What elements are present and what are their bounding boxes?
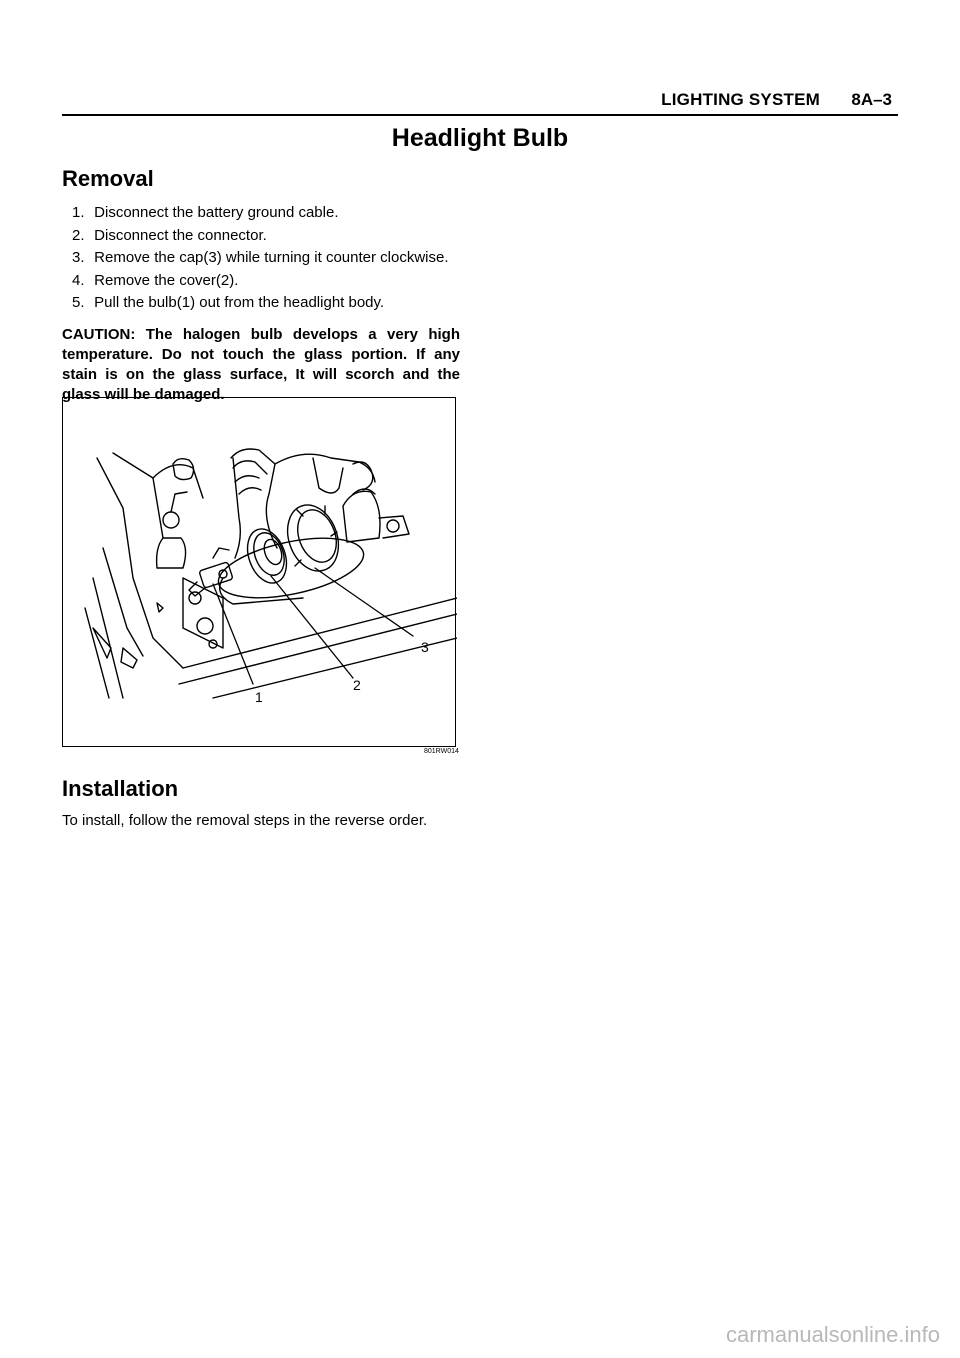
installation-text: To install, follow the removal steps in the reverse order.	[62, 812, 428, 829]
removal-steps	[62, 202, 462, 315]
step-number: 4.	[72, 271, 85, 289]
step-text: Remove the cap(3) while turning it counter clockwise.	[94, 249, 449, 266]
body-panel-line	[97, 458, 183, 668]
installation-section	[62, 776, 482, 829]
watermark: carmanualsonline.info	[725, 1322, 940, 1347]
step-text: Remove the cover(2).	[94, 271, 239, 289]
cover-part-2	[241, 524, 294, 589]
page-number: 8A–3	[851, 90, 892, 109]
bracket-plate	[183, 578, 223, 648]
step-number: 3.	[72, 249, 85, 266]
callout-1: 1	[255, 689, 263, 705]
step-item	[72, 202, 462, 225]
step-item	[72, 225, 462, 248]
step-text: Disconnect the connector.	[94, 226, 267, 244]
step-item	[72, 247, 462, 270]
installation-heading: Installation	[62, 776, 179, 801]
bulb-part-1	[189, 548, 233, 596]
step-text: Disconnect the battery ground cable.	[94, 204, 339, 221]
figure-code: 801RW014	[424, 748, 459, 755]
caution-note: CAUTION: The halogen bulb develops a very high temperature. Do not touch the glass portion. If any stain is on the glass surface, It will scorch and the glass will be damaged.	[62, 325, 460, 403]
step-number: 5.	[72, 294, 85, 311]
leader-line-1	[213, 584, 253, 684]
leader-line-3	[315, 568, 413, 636]
page-header	[62, 88, 898, 116]
step-number: 2.	[72, 226, 85, 244]
headlight-bulb-illustration	[62, 397, 456, 747]
step-item	[72, 270, 462, 293]
section-title: LIGHTING SYSTEM	[661, 90, 820, 109]
engine-bay-drawing	[63, 398, 457, 748]
removal-heading: Removal	[62, 166, 154, 191]
callout-3: 3	[421, 639, 429, 655]
removal-section	[62, 166, 462, 405]
step-number: 1.	[72, 204, 85, 221]
step-item	[72, 292, 462, 315]
callout-2: 2	[353, 677, 361, 693]
page-title: Headlight Bulb	[391, 124, 569, 152]
step-text: Pull the bulb(1) out from the headlight body.	[94, 294, 385, 311]
